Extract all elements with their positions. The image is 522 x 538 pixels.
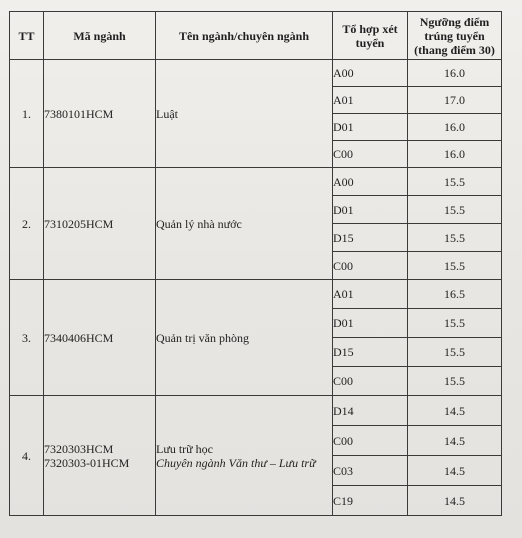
- threshold-score: 15.5: [408, 338, 502, 367]
- header-subject-combination: [333, 12, 408, 60]
- header-tt: TT: [10, 12, 44, 60]
- subject-combination: C00: [333, 426, 408, 456]
- major-name: Quản trị văn phòng: [156, 280, 333, 396]
- major-code: 7380101HCM: [44, 60, 156, 168]
- threshold-score: 15.5: [408, 309, 502, 338]
- threshold-score: 16.0: [408, 114, 502, 141]
- header-threshold-score: [408, 12, 502, 60]
- row-number: 3.: [10, 280, 44, 396]
- subject-combination: A00: [333, 60, 408, 87]
- subject-combination: D15: [333, 338, 408, 367]
- header-score-line1: Ngưỡng điểm: [419, 14, 490, 29]
- specialization-name: Chuyên ngành Văn thư – Lưu trữ: [156, 455, 316, 470]
- subject-combination: D01: [333, 309, 408, 338]
- table-row: [10, 168, 502, 196]
- table-header-row: [10, 12, 502, 60]
- subject-combination: C00: [333, 367, 408, 396]
- threshold-score: 14.5: [408, 396, 502, 426]
- subject-combination: D01: [333, 114, 408, 141]
- threshold-score: 16.0: [408, 141, 502, 168]
- threshold-score: 17.0: [408, 87, 502, 114]
- threshold-score: 14.5: [408, 456, 502, 486]
- major-name-cell: [156, 396, 333, 516]
- threshold-score: 15.5: [408, 196, 502, 224]
- header-major-code: Mã ngành: [44, 12, 156, 60]
- major-code: 7340406HCM: [44, 280, 156, 396]
- major-code: 7310205HCM: [44, 168, 156, 280]
- row-number: 1.: [10, 60, 44, 168]
- subject-combination: C03: [333, 456, 408, 486]
- header-combo-line1: Tổ hợp xét: [342, 21, 398, 36]
- subject-combination: D01: [333, 196, 408, 224]
- major-name: Lưu trữ học: [156, 441, 213, 456]
- subject-combination: C00: [333, 252, 408, 280]
- subject-combination: A00: [333, 168, 408, 196]
- subject-combination: D15: [333, 224, 408, 252]
- major-code: 7320303HCM: [44, 441, 114, 456]
- threshold-score: 15.5: [408, 168, 502, 196]
- header-major-name: Tên ngành/chuyên ngành: [156, 12, 333, 60]
- threshold-score: 15.5: [408, 367, 502, 396]
- row-number: 4.: [10, 396, 44, 516]
- threshold-score: 16.0: [408, 60, 502, 87]
- threshold-score: 15.5: [408, 224, 502, 252]
- table-row: [10, 396, 502, 426]
- header-score-line3: (thang điểm 30): [414, 42, 495, 57]
- threshold-score: 14.5: [408, 486, 502, 516]
- header-combo-line2: tuyển: [355, 35, 385, 50]
- specialization-code: 7320303-01HCM: [44, 455, 130, 470]
- subject-combination: D14: [333, 396, 408, 426]
- major-name: Quản lý nhà nước: [156, 168, 333, 280]
- table-row: [10, 280, 502, 309]
- threshold-score: 14.5: [408, 426, 502, 456]
- table-row: [10, 60, 502, 87]
- subject-combination: A01: [333, 87, 408, 114]
- threshold-score: 16.5: [408, 280, 502, 309]
- subject-combination: A01: [333, 280, 408, 309]
- admission-score-table: [9, 11, 502, 516]
- subject-combination: C19: [333, 486, 408, 516]
- header-score-line2: trúng tuyển: [424, 28, 485, 43]
- row-number: 2.: [10, 168, 44, 280]
- major-name: Luật: [156, 60, 333, 168]
- subject-combination: C00: [333, 141, 408, 168]
- threshold-score: 15.5: [408, 252, 502, 280]
- major-code-cell: [44, 396, 156, 516]
